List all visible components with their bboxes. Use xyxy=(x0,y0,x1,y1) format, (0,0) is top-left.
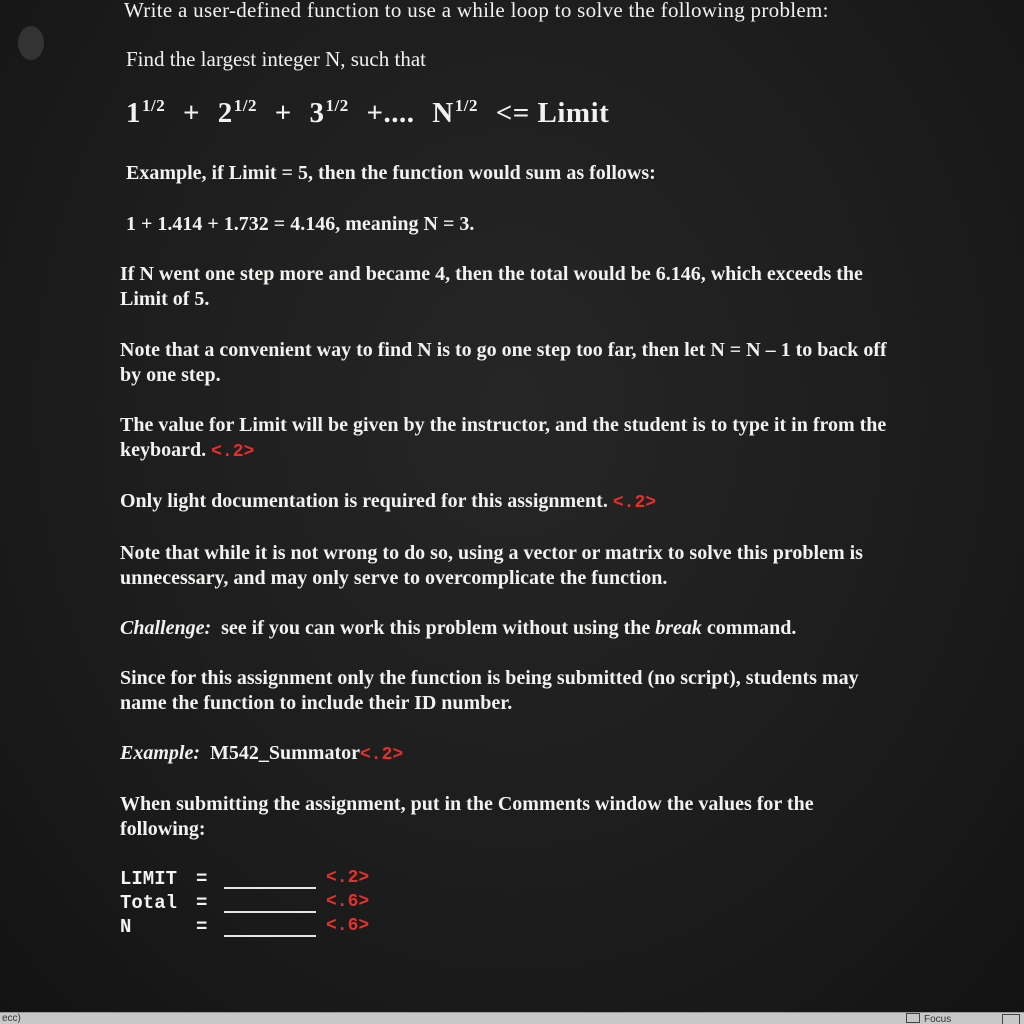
focus-label: Focus xyxy=(924,1014,952,1024)
answer-row-total xyxy=(120,892,420,916)
answer-row-n xyxy=(120,916,420,940)
challenge-text: see if you can work this problem without using the xyxy=(221,617,651,639)
challenge-text-end: command. xyxy=(706,617,797,639)
focus-mode-button[interactable] xyxy=(906,1013,951,1024)
assignment-heading: Write a user-defined function to use a while loop to solve the following problem: xyxy=(124,0,829,22)
status-bar xyxy=(0,1012,1024,1024)
paragraph-limit-input xyxy=(120,413,900,465)
paragraph-vector: Note that while it is not wrong to do so, using a vector or matrix to solve this problem is unnecessary, and may only serve to overcomplicate the function. xyxy=(120,542,863,589)
answer-equals: = xyxy=(196,916,208,938)
paragraph-naming: Since for this assignment only the function is being submitted (no script), students may name the function to include their ID number. xyxy=(120,667,859,714)
formula-term-3: $3^{1/2}$ xyxy=(309,96,349,129)
formula-relation: <= Limit xyxy=(495,97,610,129)
challenge-line xyxy=(120,616,796,641)
answer-label: LIMIT xyxy=(120,868,178,890)
paragraph-note: Note that a convenient way to find N is to go one step too far, then let N = N – 1 to back off by one step. xyxy=(120,339,887,386)
sum-formula xyxy=(126,96,619,130)
points-badge: <.2> xyxy=(612,493,657,513)
example-intro: Example, if Limit = 5, then the function would sum as follows: xyxy=(126,162,656,184)
formula-term-n: $N^{1/2}$ xyxy=(432,96,478,129)
answer-blank xyxy=(224,887,316,889)
status-bar-left-text: ecc) xyxy=(2,1013,21,1024)
points-badge: <.6> xyxy=(326,916,370,936)
points-badge: <.6> xyxy=(326,892,370,912)
answer-label: N xyxy=(120,916,132,938)
paragraph-documentation xyxy=(120,489,656,516)
points-badge: <.2> xyxy=(326,868,370,888)
answer-blank xyxy=(224,935,316,937)
paragraph-limit-text: The value for Limit will be given by the instructor, and the student is to type it in from the keyboard. xyxy=(120,414,887,461)
example-function-value: M542_Summator xyxy=(210,742,360,764)
example-function-name xyxy=(120,741,403,768)
formula-term-2: $2^{1/2}$ xyxy=(217,96,257,129)
answer-label: Total xyxy=(120,892,178,914)
answer-blank xyxy=(224,911,316,913)
paragraph-step: If N went one step more and became 4, then the total would be 6.146, which exceeds the Limit of 5. xyxy=(120,263,863,310)
example-sum: 1 + 1.414 + 1.732 = 4.146, meaning N = 3. xyxy=(126,213,475,235)
answer-equals: = xyxy=(196,892,208,914)
formula-term-1: $1^{1/2}$ xyxy=(126,96,166,129)
problem-statement: Find the largest integer N, such that xyxy=(126,47,426,71)
view-layout-icon[interactable] xyxy=(1002,1014,1020,1024)
formula-ellipsis: +.... xyxy=(366,97,415,129)
formula-plus: + xyxy=(182,97,201,129)
break-keyword: break xyxy=(655,617,702,639)
paragraph-documentation-text: Only light documentation is required for this assignment. xyxy=(120,490,608,512)
answer-fields xyxy=(120,868,420,940)
points-badge: <.2> xyxy=(359,745,404,765)
focus-icon xyxy=(906,1013,920,1023)
paragraph-submit: When submitting the assignment, put in the Comments window the values for the following: xyxy=(120,793,814,840)
answer-equals: = xyxy=(196,868,208,890)
answer-row-limit xyxy=(120,868,420,892)
points-badge: <.2> xyxy=(211,442,255,462)
example-label: Example: xyxy=(120,742,200,764)
challenge-label: Challenge: xyxy=(120,617,212,639)
formula-plus: + xyxy=(274,97,292,129)
